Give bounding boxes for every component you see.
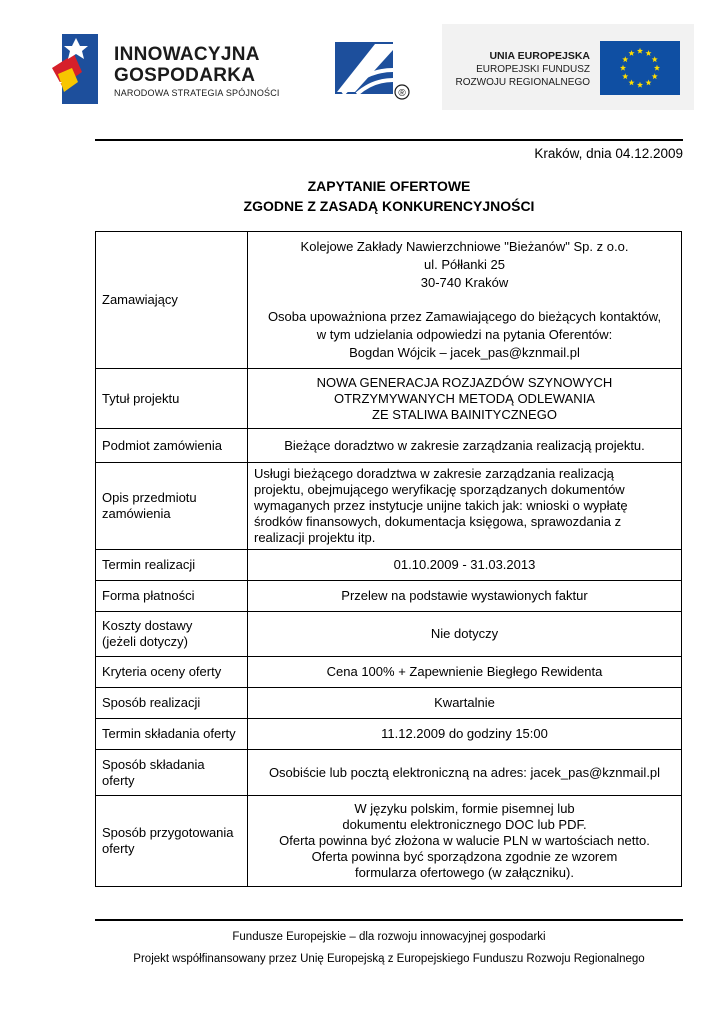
value-sposob-przygotowania xyxy=(248,796,682,887)
eu-star-icon xyxy=(652,56,658,62)
company-logo xyxy=(335,40,415,104)
innowacyjna-gospodarka-emblem-icon xyxy=(52,28,100,106)
document-title-line2: ZGODNE Z ZASADĄ KONKURENCYJNOŚCI xyxy=(243,198,535,214)
przygotowania-line2: dokumentu elektronicznego DOC lub PDF. xyxy=(342,817,587,832)
ig-logo-line1: INNOWACYJNA xyxy=(114,44,260,65)
table-row-zamawiajacy xyxy=(96,232,682,369)
table-row-kryteria xyxy=(96,657,682,688)
footer-line1: Fundusze Europejskie – dla rozwoju innowacyjnej gospodarki xyxy=(232,931,546,943)
value-podmiot-zamowienia: Bieżące doradztwo w zakresie zarządzania realizacją projektu. xyxy=(248,429,682,463)
label-koszty-dostawy xyxy=(96,612,248,657)
offer-request-table xyxy=(95,231,682,887)
eu-star-icon xyxy=(654,65,660,71)
value-forma-platnosci: Przelew na podstawie wystawionych faktur xyxy=(248,581,682,612)
table-row-termin-realizacji xyxy=(96,550,682,581)
label-sposob-realizacji: Sposób realizacji xyxy=(96,688,248,719)
table-row-opis xyxy=(96,463,682,550)
eu-star-icon xyxy=(622,56,628,62)
footer-line2: Projekt współfinansowany przez Unię Europejską z Europejskiego Funduszu Rozwoju Regionalnego xyxy=(133,953,645,965)
label-sposob-przygotowania xyxy=(96,796,248,887)
contact-line1: Osoba upoważniona przez Zamawiającego do bieżących kontaktów, xyxy=(267,309,662,324)
table-row-koszty xyxy=(96,612,682,657)
label-opis-line1: Opis przedmiotu xyxy=(102,490,197,505)
eu-logo-line2: EUROPEJSKI FUNDUSZ xyxy=(476,64,590,75)
project-title-line2: OTRZYMYWANYCH METODĄ ODLEWANIA xyxy=(334,390,595,406)
value-zamawiajacy xyxy=(248,232,682,369)
opis-line1: Usługi bieżącego doradztwa w zakresie zarządzania realizacją xyxy=(254,466,614,481)
przygotowania-line1: W języku polskim, formie pisemnej lub xyxy=(354,801,575,816)
innowacyjna-gospodarka-logo xyxy=(52,28,282,106)
eu-logo-line1: UNIA EUROPEJSKA xyxy=(489,50,590,62)
opis-line2: projektu, obejmującego weryfikację sporządzanych dokumentów xyxy=(254,482,625,497)
table-row-termin-skladania xyxy=(96,719,682,750)
header-rule xyxy=(95,139,683,141)
opis-line5: realizacji projektu itp. xyxy=(254,530,376,545)
company-name: Kolejowe Zakłady Nawierzchniowe "Bieżanów" Sp. z o.o. xyxy=(300,239,629,254)
label-skladania-line2: oferty xyxy=(102,772,135,788)
przygotowania-line3: Oferta powinna być złożona w walucie PLN w wartościach netto. xyxy=(279,833,650,848)
value-opis-przedmiotu xyxy=(248,463,682,550)
eu-flag-icon xyxy=(600,41,680,95)
label-koszty-line1: Koszty dostawy xyxy=(102,618,193,633)
table-row-podmiot xyxy=(96,429,682,463)
label-koszty-line2: (jeżeli dotyczy) xyxy=(102,634,188,649)
eu-logo xyxy=(442,24,694,110)
table-row-sposob-realizacji xyxy=(96,688,682,719)
eu-star-icon xyxy=(652,73,658,79)
value-termin-skladania: 11.12.2009 do godziny 15:00 xyxy=(248,719,682,750)
label-opis-przedmiotu xyxy=(96,463,248,550)
value-termin-realizacji: 01.10.2009 - 31.03.2013 xyxy=(248,550,682,581)
company-city: 30-740 Kraków xyxy=(420,275,509,290)
registered-mark: ® xyxy=(398,88,406,99)
przygotowania-line4: Oferta powinna być sporządzona zgodnie ze wzorem xyxy=(311,849,618,864)
label-podmiot-zamowienia: Podmiot zamówienia xyxy=(96,429,248,463)
przygotowania-line5: formularza ofertowego (w załączniku). xyxy=(355,865,574,880)
ig-logo-line3: NARODOWA STRATEGIA SPÓJNOŚCI xyxy=(114,88,280,98)
label-skladania-line1: Sposób składania xyxy=(102,756,205,772)
eu-star-icon xyxy=(628,50,634,56)
eu-star-icon xyxy=(637,48,643,54)
opis-line3: wymaganych przez instytucje unijne takich jak: wnioski o wypłatę xyxy=(254,498,628,513)
label-zamawiajacy: Zamawiający xyxy=(96,232,248,369)
eu-logo-line3: ROZWOJU REGIONALNEGO xyxy=(455,77,590,88)
eu-star-icon xyxy=(628,80,634,86)
table-row-sposob-przygotowania xyxy=(96,796,682,887)
label-forma-platnosci: Forma płatności xyxy=(96,581,248,612)
value-tytul-projektu xyxy=(248,369,682,429)
value-koszty-dostawy: Nie dotyczy xyxy=(248,612,682,657)
eu-star-icon xyxy=(645,50,651,56)
project-title-line3: ZE STALIWA BAINITYCZNEGO xyxy=(372,406,557,422)
eu-star-icon xyxy=(645,80,651,86)
label-termin-skladania: Termin składania oferty xyxy=(96,719,248,750)
label-termin-realizacji: Termin realizacji xyxy=(96,550,248,581)
eu-star-icon xyxy=(637,82,643,88)
opis-line4: środków finansowych, dokumentacja księgowa, sprawozdania z xyxy=(254,514,622,529)
eu-logo-text xyxy=(456,50,590,89)
label-tytul-projektu: Tytuł projektu xyxy=(96,369,248,429)
table-row-forma-platnosci xyxy=(96,581,682,612)
eu-star-icon xyxy=(620,65,626,71)
label-sposob-skladania xyxy=(96,750,248,796)
contact-line2: w tym udzielania odpowiedzi na pytania Oferentów: xyxy=(316,327,613,342)
label-przygotowania-line2: oferty xyxy=(102,841,135,856)
value-sposob-skladania: Osobiście lub pocztą elektroniczną na adres: jacek_pas@kznmail.pl xyxy=(248,750,682,796)
company-street: ul. Półłanki 25 xyxy=(424,257,505,272)
contact-line3: Bogdan Wójcik – jacek_pas@kznmail.pl xyxy=(349,345,580,360)
value-kryteria-oceny: Cena 100% + Zapewnienie Biegłego Rewidenta xyxy=(248,657,682,688)
label-opis-line2: zamówienia xyxy=(102,506,171,521)
company-emblem-icon xyxy=(335,40,415,104)
label-przygotowania-line1: Sposób przygotowania xyxy=(102,825,234,840)
eu-star-icon xyxy=(622,73,628,79)
ig-logo-line2: GOSPODARKA xyxy=(114,65,256,86)
value-sposob-realizacji: Kwartalnie xyxy=(248,688,682,719)
table-row-tytul xyxy=(96,369,682,429)
footer-rule xyxy=(95,919,683,921)
document-title-line1: ZAPYTANIE OFERTOWE xyxy=(307,178,471,194)
table-row-sposob-skladania xyxy=(96,750,682,796)
document-date: Kraków, dnia 04.12.2009 xyxy=(534,146,683,161)
project-title-line1: NOWA GENERACJA ROZJAZDÓW SZYNOWYCH xyxy=(316,374,613,390)
label-kryteria-oceny: Kryteria oceny oferty xyxy=(96,657,248,688)
